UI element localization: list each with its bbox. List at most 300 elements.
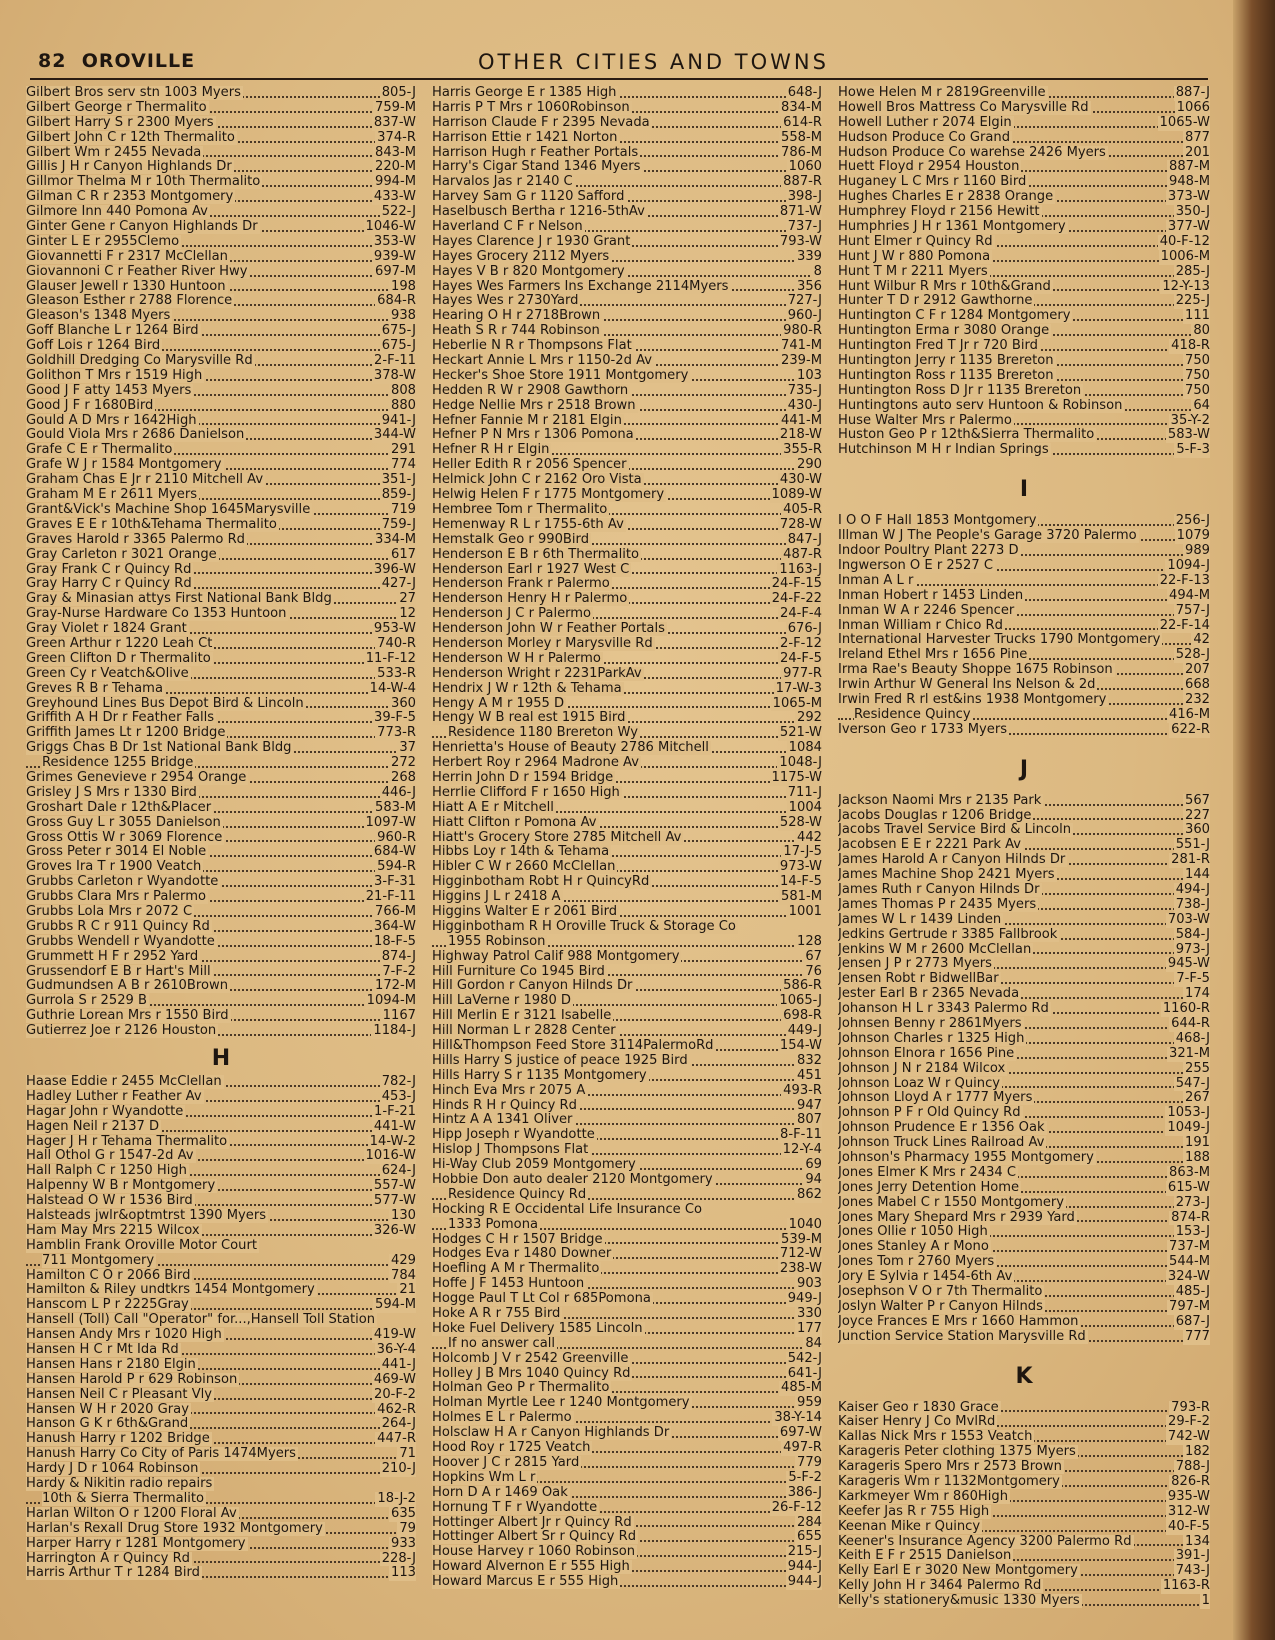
listing-phone: 373-W (1167, 190, 1210, 205)
listing-name: Holcomb J V r 2542 Greenville (432, 1351, 629, 1366)
listing-phone: 14-F-5 (780, 875, 822, 890)
listing-name: Jensen J P r 2773 Myers (838, 957, 992, 972)
listing-entry (838, 853, 1210, 868)
listing-name: Irwin Arthur W General Ins Nelson & 2d (838, 678, 1096, 693)
listing-entry (432, 771, 822, 786)
listing-name: Graham M E r 2611 Myers (26, 488, 198, 503)
listing-name: Residence 1255 Bridge (42, 756, 194, 771)
listing-entry (838, 823, 1210, 838)
listing-entry (26, 1194, 416, 1209)
listing-phone: 675-J (381, 339, 416, 354)
listing-name: Harvalos Jas r 2140 C (432, 175, 573, 190)
listing-name: Gould Viola Mrs r 2686 Danielson (26, 428, 245, 443)
listing-name: Hipp Joseph r Wyandotte (432, 1128, 595, 1143)
listing-entry (838, 309, 1210, 324)
listing-name: Hoffe J F 1453 Huntoon (432, 1277, 585, 1292)
listing-name: Huntington C F r 1284 Montgomery (838, 309, 1071, 324)
listing-name: Johnson Truck Lines Railroad Av (838, 1136, 1045, 1151)
listing-phone: 766-M (374, 904, 416, 919)
listing-name: Hemenway R L r 1755-6th Av (432, 517, 624, 532)
listing-name: Good J F atty 1453 Myers (26, 383, 192, 398)
listing-phone: 1066 (1176, 100, 1210, 115)
listing-name: Hopkins Wm L r (432, 1470, 536, 1485)
listing-entry (26, 548, 416, 563)
listing-entry (838, 443, 1210, 458)
listing-name: Hansen Hans r 2180 Elgin (26, 1357, 196, 1372)
listing-name: Hagen Neil r 2137 D (26, 1119, 160, 1134)
listing-name: Hills Harry S r 1135 Montgomery (432, 1068, 647, 1083)
listing-name: Kaiser Geo r 1830 Grace (838, 1400, 999, 1415)
listing-subentry (432, 1337, 822, 1352)
listing-name: Hunt T M r 2211 Myers (838, 264, 988, 279)
listing-entry (432, 1322, 822, 1337)
listing-entry (26, 369, 416, 384)
listing-phone: 36-Y-4 (376, 1343, 416, 1358)
listing-phone: 581-M (780, 890, 822, 905)
listing-name: Green Cy r Veatch&Olive (26, 666, 189, 681)
listing-entry (432, 116, 822, 131)
listing-name: Inman W A r 2246 Spencer (838, 603, 1015, 618)
listing-phone: 676-J (787, 622, 822, 637)
listing-name: Holmes E L r Palermo (432, 1411, 572, 1426)
listing-entry (432, 607, 822, 622)
listing-phone: 79 (399, 1521, 416, 1536)
listing-entry (838, 544, 1210, 559)
listing-name: Hunter T D r 2912 Gawthorne (838, 294, 1033, 309)
listing-phone: 622-R (1171, 722, 1210, 737)
listing-name: Johnson Lloyd A r 1777 Myers (838, 1091, 1033, 1106)
listing-entry (838, 633, 1210, 648)
listing-name: Hoke A R r 755 Bird (432, 1307, 561, 1322)
listing-name: Goldhill Dredging Co Marysville Rd (26, 354, 253, 369)
listing-phone: 12 (399, 607, 416, 622)
listing-entry (838, 514, 1210, 529)
listing-phone: 960-R (377, 830, 416, 845)
listing-phone: 103 (797, 368, 822, 383)
listing-name: Graves Harold r 3365 Palermo Rd (26, 532, 245, 547)
listing-name: Golithon T Mrs r 1519 High (26, 368, 203, 383)
listing-phone: 784 (391, 1268, 416, 1283)
listing-phone: 430-J (787, 398, 822, 413)
listing-entry (432, 205, 822, 220)
listing-name: Hansell (Toll) Call "Operator" for...,Hansell Toll Station (26, 1313, 376, 1328)
listing-entry (432, 1367, 822, 1382)
listing-entry (432, 473, 822, 488)
listing-entry (432, 399, 822, 414)
listing-name: Ginter Gene r Canyon Highlands Dr (26, 220, 258, 235)
listing-name: Hearing O H r 2718Brown (432, 309, 601, 324)
listing-phone: 312-W (1167, 1504, 1210, 1519)
listing-entry (26, 890, 416, 905)
listing-entry (26, 175, 416, 190)
listing-name: Halpenny W B r Montgomery (26, 1179, 216, 1194)
listing-phone: 284 (797, 1515, 822, 1530)
listing-name: Gilmore Inn 440 Pomona Av (26, 205, 208, 220)
listing-entry (26, 1522, 416, 1537)
listing-name: Hengy W B real est 1915 Bird (432, 711, 626, 726)
listing-phone: 24-F-22 (771, 592, 822, 607)
listing-entry (838, 943, 1210, 958)
listing-entry (26, 1149, 416, 1164)
listing-phone: 594-M (374, 1298, 416, 1313)
listing-name: House Harvey r 1060 Robinson (432, 1545, 636, 1560)
listing-phone: 355-R (783, 443, 822, 458)
listing-phone: 225-J (1175, 294, 1210, 309)
listing-entry (26, 682, 416, 697)
listing-phone: 153-J (1175, 1225, 1210, 1240)
listing-name: Hamilton & Riley undtkrs 1454 Montgomery (26, 1283, 315, 1298)
listing-phone: 941-J (381, 413, 416, 428)
listing-entry (838, 957, 1210, 972)
listing-name: Kelly's stationery&music 1330 Myers (838, 1594, 1080, 1609)
listing-phone: 2-F-12 (780, 636, 822, 651)
listing-name: Huston Geo P r 12th&Sierra Thermalito (838, 428, 1095, 443)
listing-phone: 948-M (1168, 175, 1210, 190)
listing-entry (26, 1358, 416, 1373)
listing-phone: 935-W (1167, 1489, 1210, 1504)
listing-phone: 339 (797, 249, 822, 264)
listing-entry (838, 913, 1210, 928)
listing-name: Hansen Andy Mrs r 1020 High (26, 1328, 222, 1343)
listing-entry (432, 831, 822, 846)
listing-phone: 344-W (373, 428, 416, 443)
listing-entry (432, 1158, 822, 1173)
listing-name: Hinds R H r Quincy Rd (432, 1098, 577, 1113)
listing-phone: 862 (797, 1187, 822, 1202)
listing-name: Hedden R W r 2908 Gawthorn (432, 383, 629, 398)
listing-name: Huntington Ross D Jr r 1135 Brereton (838, 383, 1082, 398)
listing-phone: 544-M (1168, 1255, 1210, 1270)
listing-entry (26, 831, 416, 846)
listing-entry (838, 1505, 1210, 1520)
listing-entry (26, 1135, 416, 1150)
listing-name: Iverson Geo r 1733 Myers (838, 722, 1008, 737)
listing-name: Hottinger Albert Jr r Quincy Rd (432, 1515, 632, 1530)
listing-entry (838, 987, 1210, 1002)
listing-phone: 551-J (1175, 838, 1210, 853)
listing-phone: 285-J (1175, 264, 1210, 279)
section-title: OTHER CITIES AND TOWNS (478, 50, 829, 74)
listing-phone: 797-M (1168, 1299, 1210, 1314)
listing-entry (26, 294, 416, 309)
listing-name: Hansen W H r 2020 Gray (26, 1402, 189, 1417)
listing-name: Hood Roy r 1725 Veatch (432, 1441, 591, 1456)
listing-phone: 528-J (1175, 648, 1210, 663)
listing-entry (838, 663, 1210, 678)
listing-name: Gray Violet r 1824 Grant (26, 622, 187, 637)
listing-phone: 1089-W (771, 488, 822, 503)
listing-name: Gudmundsen A B r 2610Brown (26, 979, 228, 994)
listing-subentry (432, 1188, 822, 1203)
listing-name: Ireland Ethel Mrs r 1656 Pine (838, 648, 1028, 663)
listing-phone: 973-W (779, 860, 822, 875)
listing-phone: 782-J (381, 1075, 416, 1089)
listing-name: Goff Lois r 1264 Bird (26, 339, 161, 354)
listing-phone: 903 (797, 1277, 822, 1292)
listing-phone: 547-J (1175, 1076, 1210, 1091)
listing-entry (26, 399, 416, 414)
listing-name: Inman A L r (838, 573, 914, 588)
listing-name: Hodges C H r 1507 Bridge (432, 1232, 603, 1247)
listing-name: Glauser Jewell r 1330 Huntoon (26, 279, 226, 294)
listing-entry (432, 280, 822, 295)
listing-phone: 7-F-2 (382, 964, 416, 979)
listing-entry (838, 1121, 1210, 1136)
listing-name: Henderson Henry H r Palermo (432, 592, 628, 607)
listing-name: Helwig Helen F r 1775 Montgomery (432, 488, 665, 503)
listing-phone: 742-W (1167, 1430, 1210, 1445)
listing-name: Johnson Loaz W r Quincy (838, 1076, 1001, 1091)
listing-entry (26, 667, 416, 682)
listing-name: Hayes Wes r 2730Yard (432, 294, 579, 309)
listing-phone: 1004 (788, 800, 822, 815)
listing-phone: 441-J (381, 1357, 416, 1372)
listing-name: Henderson J C r Palermo (432, 607, 592, 622)
listing-entry (26, 414, 416, 429)
listing-name: Hayes Wes Farmers Ins Exchange 2114Myers (432, 279, 729, 294)
listing-phone: 321-M (1168, 1046, 1210, 1061)
listing-name: Harper Harry r 1281 Montgomery (26, 1536, 246, 1551)
book-spine-edge (1233, 0, 1275, 1640)
listing-name: Hobbie Don auto dealer 2120 Montgomery (432, 1173, 713, 1188)
listing-entry (432, 369, 822, 384)
listing-name: Heller Edith R r 2056 Spencer (432, 458, 627, 473)
listing-phone: 1184-J (373, 1024, 416, 1039)
listing-entry (432, 1516, 822, 1531)
listing-name: Jensen Robt r BidwellBar (838, 972, 999, 987)
listing-entry (838, 1017, 1210, 1032)
listing-entry (26, 1537, 416, 1552)
listing-name: Huntingtons auto serv Huntoon & Robinson (838, 398, 1123, 413)
listing-entry (432, 1203, 822, 1218)
listing-name: Gray Frank C r Quincy Rd (26, 562, 192, 577)
listing-entry (432, 1530, 822, 1545)
listing-entry (26, 875, 416, 890)
listing-name: Grisley J S Mrs r 1330 Bird (26, 785, 197, 800)
listing-entry (838, 928, 1210, 943)
listing-phone: 419-W (373, 1328, 416, 1343)
listing-entry (432, 1501, 822, 1516)
section-letter: J (1019, 756, 1029, 782)
section-letter: I (1019, 477, 1029, 503)
listing-phone: 80 (1193, 324, 1210, 339)
listing-name: Ham May Mrs 2215 Wilcox (26, 1223, 200, 1238)
listing-name: Huntington Ross r 1135 Brereton (838, 368, 1054, 383)
listing-name: Inman Hobert r 1453 Linden (838, 588, 1024, 603)
listing-name: Gillmor Thelma M r 10th Thermalito (26, 175, 261, 190)
listing-phone: 134 (1185, 1534, 1210, 1549)
listing-name: Heath S R r 744 Robinson (432, 324, 600, 339)
listing-name: Hunt J W r 880 Pomona (838, 249, 991, 264)
listing-phone: 871-W (779, 205, 822, 220)
listing-entry (432, 548, 822, 563)
listing-name: Hedge Nellie Mrs r 2518 Brown (432, 398, 636, 413)
listing-entry (26, 160, 416, 175)
listing-entry (432, 1456, 822, 1471)
listing-phone: 113 (391, 1566, 416, 1581)
listing-entry (838, 619, 1210, 634)
listing-name: Jones Jerry Detention Home (838, 1180, 1020, 1195)
listing-phone: 3-F-31 (374, 875, 416, 890)
listing-entry (26, 324, 416, 339)
listing-phone: 326-W (373, 1223, 416, 1238)
listing-name: Gleason Esther r 2788 Florence (26, 294, 233, 309)
listing-phone: 232 (1185, 692, 1210, 707)
listing-entry (432, 1545, 822, 1560)
listing-entry (838, 693, 1210, 708)
listing-name: Halsteads jwlr&optmtrst 1390 Myers (26, 1209, 267, 1224)
listing-entry (26, 905, 416, 920)
listing-phone: 698-R (783, 1009, 822, 1024)
listing-name: Harrison Hugh r Feather Portals (432, 145, 639, 160)
listing-name: Hoke Fuel Delivery 1585 Lincoln (432, 1321, 643, 1336)
listing-name: Hills Harry S justice of peace 1925 Bird (432, 1053, 688, 1068)
listing-entry (838, 1181, 1210, 1196)
listing-phone: 291 (391, 443, 416, 458)
listing-phone: 1084 (788, 741, 822, 756)
listing-subentry (432, 1218, 822, 1233)
listing-name: Josephson V O r 7th Thermalito (838, 1285, 1043, 1300)
listing-name: Jedkins Gertrude r 3385 Fallbrook (838, 927, 1058, 942)
listing-phone: 959 (797, 1396, 822, 1411)
listing-entry (26, 1209, 416, 1224)
listing-entry (838, 1106, 1210, 1121)
listing-phone: 1006-M (1160, 249, 1210, 264)
listing-name: Gutierrez Joe r 2126 Houston (26, 1024, 217, 1039)
listing-entry (838, 220, 1210, 235)
listing-name: Kallas Nick Mrs r 1553 Veatch (838, 1430, 1033, 1445)
listing-name: Hutchinson M H r Indian Springs (838, 443, 1049, 458)
listing-phone: 880 (391, 398, 416, 413)
listing-name: Hardy J D r 1064 Robinson (26, 1462, 199, 1477)
listing-name: Jory E Sylvia r 1454-6th Av (838, 1270, 1013, 1285)
listing-name: Gross Peter r 3014 El Noble (26, 845, 207, 860)
listing-name: Hocking R E Occidental Life Insurance Co (432, 1202, 703, 1217)
listing-phone: 130 (391, 1209, 416, 1224)
listing-phone: 737-J (787, 220, 822, 235)
listing-phone: 737-M (1168, 1240, 1210, 1255)
listing-entry (432, 518, 822, 533)
listing-phone: 1046-W (365, 220, 416, 235)
listing-phone: 577-W (373, 1194, 416, 1209)
listing-entry (432, 533, 822, 548)
listing-entry (432, 160, 822, 175)
listing-phone: 586-R (783, 979, 822, 994)
listing-entry (432, 875, 822, 890)
listing-name: Hill Furniture Co 1945 Bird (432, 964, 605, 979)
listing-name: Holsclaw H A r Canyon Highlands Dr (432, 1426, 670, 1441)
listing-phone: 334-M (374, 532, 416, 547)
listing-name: Gleason's 1348 Myers (26, 309, 171, 324)
listing-phone: 292 (797, 711, 822, 726)
listing-name: Jones Mary Shepard Mrs r 2939 Yard (838, 1210, 1075, 1225)
listing-name: Halstead O W r 1536 Bird (26, 1194, 193, 1209)
listing-phone: 12-Y-13 (1162, 279, 1210, 294)
listing-name: Herbert Roy r 2964 Madrone Av (432, 756, 639, 771)
listing-entry (432, 309, 822, 324)
listing-phone: 429 (391, 1253, 416, 1268)
listing-name: Hibler C W r 2660 McClellan (432, 860, 616, 875)
listing-phone: 218-W (779, 428, 822, 443)
listing-phone: 84 (805, 1336, 822, 1351)
listing-phone: 377-W (1167, 220, 1210, 235)
listing-name: Illman W J The People's Garage 3720 Palermo (838, 529, 1137, 544)
listing-phone: 188 (1185, 1151, 1210, 1165)
listing-phone: 182 (1185, 1445, 1210, 1460)
listing-phone: 2-F-11 (374, 354, 416, 369)
listing-entry (838, 101, 1210, 116)
listing-entry (26, 488, 416, 503)
listing-phone: 8 (813, 264, 822, 279)
listing-name: Howell Bros Mattress Co Marysville Rd (838, 100, 1089, 115)
listing-entry (838, 1077, 1210, 1092)
listing-entry (838, 1475, 1210, 1490)
listing-name: Residence Quincy Rd (448, 1187, 587, 1202)
listing-name: Hill Merlin E r 3121 Isabelle (432, 1009, 612, 1024)
listing-entry (26, 965, 416, 980)
listing-phone: 451 (797, 1068, 822, 1083)
listing-entry (26, 1239, 416, 1254)
listing-name: Henderson E B r 6th Thermalito (432, 547, 640, 562)
header-rule (30, 78, 1208, 80)
listing-name: Hamblin Frank Oroville Motor Court (26, 1238, 257, 1253)
listing-entry (838, 1460, 1210, 1475)
listing-phone: 494-J (1175, 882, 1210, 897)
listing-phone: 485-M (780, 1381, 822, 1396)
listing-name: Herrin John D r 1594 Bridge (432, 770, 614, 785)
listing-entry (26, 920, 416, 935)
listing-entry (432, 1084, 822, 1099)
listing-entry (432, 131, 822, 146)
listing-name: Hill LaVerne r 1980 D (432, 994, 572, 1009)
listing-entry (432, 1426, 822, 1441)
listing-phone: 887-M (1168, 160, 1210, 175)
listing-entry (432, 1233, 822, 1248)
listing-name: James W L r 1439 Linden (838, 912, 1002, 927)
listing-phone: 655 (797, 1530, 822, 1545)
listing-name: Harris P T Mrs r 1060Robinson (432, 100, 630, 115)
listing-entry (838, 369, 1210, 384)
listing-name: James Machine Shop 2421 Myers (838, 868, 1055, 883)
listing-phone: 17-W-3 (775, 681, 822, 696)
listing-entry (838, 399, 1210, 414)
listing-phone: 1079 (1176, 529, 1210, 544)
listing-phone: 391-J (1175, 1549, 1210, 1564)
listing-name: Inman William r Chico Rd (838, 618, 1003, 633)
listing-phone: 788-J (1175, 1460, 1210, 1475)
listing-phone: 290 (797, 458, 822, 473)
listing-name: Howard Alvernon E r 555 High (432, 1560, 630, 1575)
listing-entry (432, 845, 822, 860)
listing-name: Hiatt A E r Mitchell (432, 800, 554, 815)
listing-phone: 521-W (779, 726, 822, 741)
listing-name: Jones Mabel C r 1550 Montgomery (838, 1195, 1065, 1210)
listing-entry (838, 972, 1210, 987)
listing-name: Kelly John H r 3464 Palermo Rd (838, 1579, 1042, 1594)
listing-entry (432, 801, 822, 816)
listing-entry (838, 294, 1210, 309)
listing-name: Hendrix J W r 12th & Tehama (432, 681, 622, 696)
listing-entry (838, 1062, 1210, 1077)
listing-name: Graves E E r 10th&Tehama Thermalito (26, 517, 277, 532)
listing-phone: 826-R (1171, 1475, 1210, 1490)
listing-entry (432, 786, 822, 801)
listing-phone: 38-Y-14 (774, 1411, 822, 1426)
listing-phone: 539-M (780, 1232, 822, 1247)
listing-phone: 1065-M (772, 696, 822, 711)
listing-phone: 267 (1185, 1091, 1210, 1106)
listing-name: Howell Luther r 2074 Elgin (838, 115, 1012, 130)
